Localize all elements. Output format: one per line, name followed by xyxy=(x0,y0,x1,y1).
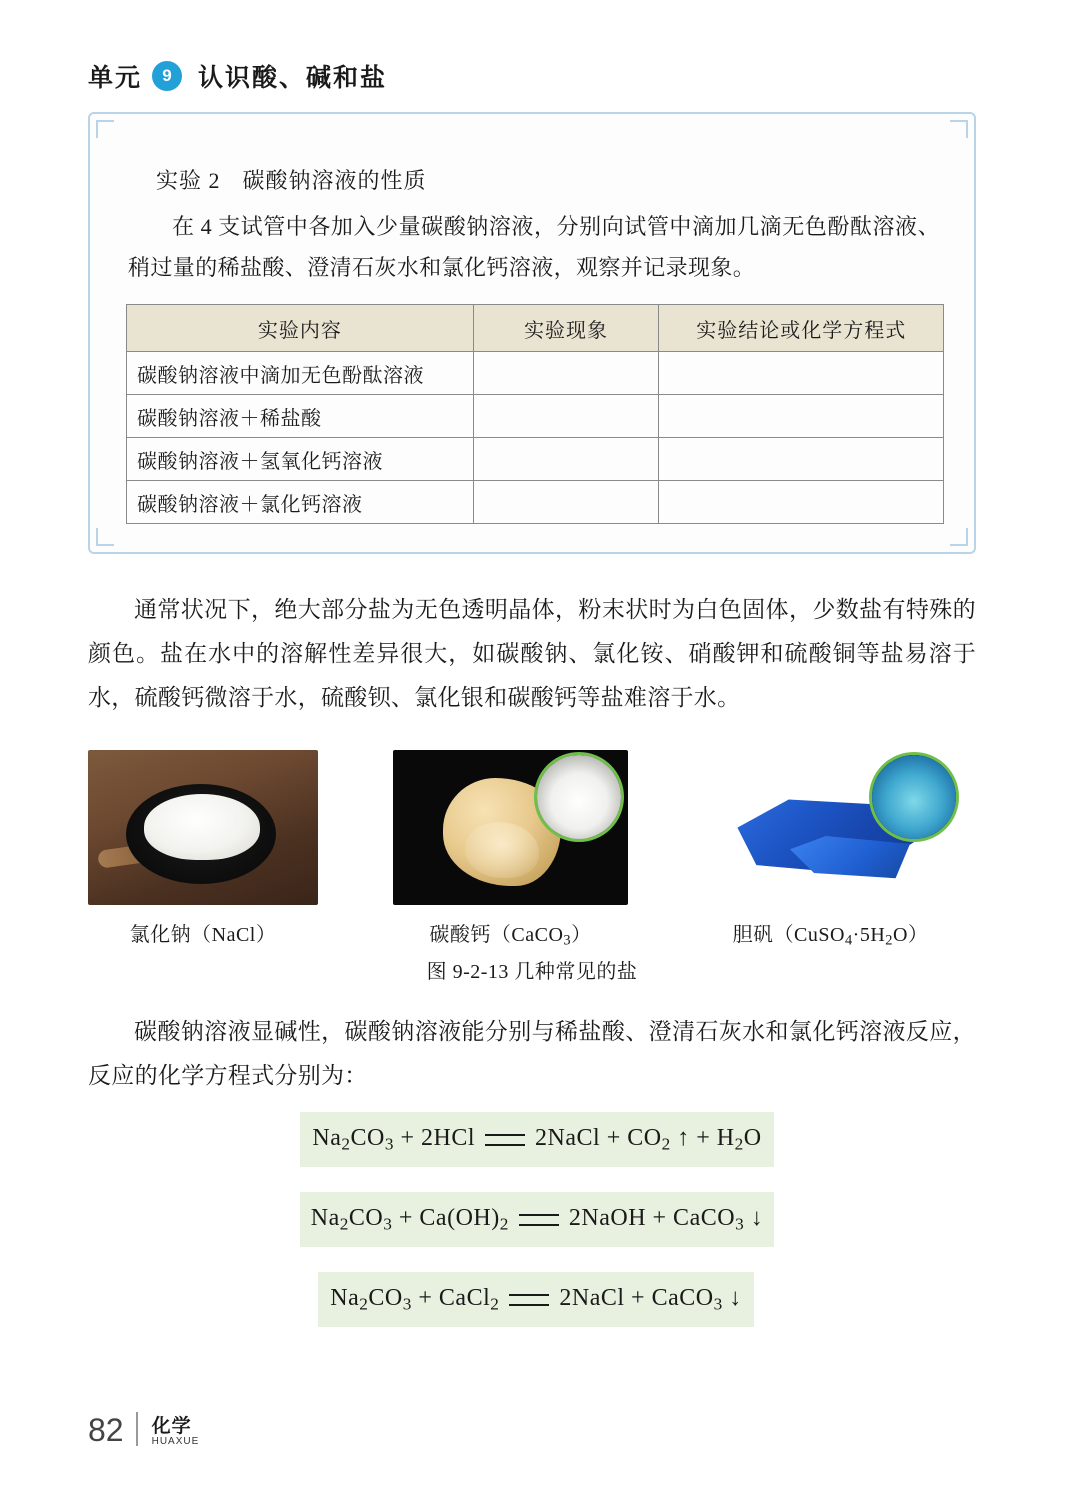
paragraph-reactions: 碳酸钠溶液显碱性，碳酸钠溶液能分别与稀盐酸、澄清石灰水和氯化钙溶液反应，反应的化学方程式分别为： xyxy=(88,1019,976,1088)
page-number: 82 xyxy=(88,1412,124,1448)
table-cell-content: 碳酸钠溶液＋稀盐酸 xyxy=(127,395,474,438)
figure-caption-formula: （NaCl） xyxy=(191,924,277,946)
table-row xyxy=(127,352,944,395)
figure-copper-sulfate xyxy=(698,750,963,949)
chemical-equation-1 xyxy=(300,1112,774,1167)
figure-caption-name: 胆矾 xyxy=(732,924,774,946)
powder-inset-circle xyxy=(534,752,624,842)
corner-decoration-bottom-right xyxy=(950,528,968,546)
white-powder-shape xyxy=(537,755,621,839)
table-cell-phenomenon[interactable] xyxy=(473,438,659,481)
table-row xyxy=(127,438,944,481)
unit-title: 认识酸、碱和盐 xyxy=(198,64,388,92)
footer-divider xyxy=(136,1412,138,1446)
calcium-carbonate-photo xyxy=(393,750,628,905)
figure-calcium-carbonate xyxy=(393,750,628,949)
corner-decoration-top-right xyxy=(950,120,968,138)
figure-caption-formula: $(CuSO_4\cdot 5H_2O)$ xyxy=(773,924,929,949)
blue-powder-shape xyxy=(872,755,956,839)
table-cell-phenomenon[interactable] xyxy=(473,395,659,438)
figure-caption-formula: （CaCO$_3$） xyxy=(490,924,592,949)
table-cell-phenomenon[interactable] xyxy=(473,352,659,395)
table-cell-content: 碳酸钠溶液＋氯化钙溶液 xyxy=(127,481,474,524)
equation-right: 2NaCl + CaCO$_3$ ↓ xyxy=(559,1284,742,1314)
experiment-title: 碳酸钠溶液的性质 xyxy=(242,168,427,193)
figure-group xyxy=(88,750,976,975)
equation-left: $Na_2CO_3 + Ca(OH)_2$ xyxy=(310,1204,509,1234)
table-cell-conclusion[interactable] xyxy=(659,352,944,395)
figure-caption xyxy=(393,918,628,950)
experiment-instruction: 在 4 支试管中各加入少量碳酸钠溶液，分别向试管中滴加几滴无色酚酞溶液、稍过量的稀盐酸、澄清石灰水和氯化钙溶液，观察并记录现象。 xyxy=(128,214,940,280)
table-cell-conclusion[interactable] xyxy=(659,438,944,481)
equals-double-line xyxy=(509,1294,549,1306)
table-cell-content: 碳酸钠溶液中滴加无色酚酞溶液 xyxy=(127,352,474,395)
figure-caption xyxy=(698,918,963,950)
table-row xyxy=(127,395,944,438)
table-row xyxy=(127,481,944,524)
equation-right: 2NaOH + CaCO$_3$ ↓ xyxy=(568,1204,764,1234)
table-cell-conclusion[interactable] xyxy=(659,395,944,438)
chemical-equation-2 xyxy=(300,1192,774,1247)
equals-double-line xyxy=(485,1134,525,1146)
chemical-equation-3 xyxy=(318,1272,754,1327)
experiment-box xyxy=(88,112,976,554)
page-header xyxy=(88,58,387,94)
unit-number-badge: 9 xyxy=(152,61,182,91)
experiment-table xyxy=(126,304,944,524)
equals-double-line xyxy=(519,1214,559,1226)
table-cell-content: 碳酸钠溶液＋氢氧化钙溶液 xyxy=(127,438,474,481)
table-header-content: 实验内容 xyxy=(127,305,474,352)
figure-caption-name: 氯化钠 xyxy=(129,924,192,946)
sodium-chloride-photo xyxy=(88,750,318,905)
equation-left: $Na_2CO_3$ + CaCl$_2$ xyxy=(330,1284,500,1314)
subject-label xyxy=(152,1417,200,1447)
page-footer xyxy=(88,1412,199,1449)
experiment-heading xyxy=(156,164,427,195)
corner-decoration-top-left xyxy=(96,120,114,138)
table-header-phenomenon: 实验现象 xyxy=(473,305,659,352)
figure-caption xyxy=(88,918,318,947)
table-cell-phenomenon[interactable] xyxy=(473,481,659,524)
salt-heap-shape xyxy=(144,794,260,860)
experiment-label: 实验 2 xyxy=(156,168,221,193)
figure-caption-name: 碳酸钙 xyxy=(429,924,491,946)
copper-sulfate-photo xyxy=(698,750,963,905)
subject-name-en: HUAXUE xyxy=(151,1435,200,1447)
equation-left: $Na_2CO_3 + 2HCl$ xyxy=(312,1124,476,1154)
corner-decoration-bottom-left xyxy=(96,528,114,546)
powder-inset-circle xyxy=(869,752,959,842)
unit-word: 单元 xyxy=(88,64,143,92)
figure-sodium-chloride xyxy=(88,750,318,946)
equation-right: 2NaCl + $CO_2$ ↑ + $H_2O$ xyxy=(535,1124,762,1154)
figure-title: 图 9-2-13 几种常见的盐 xyxy=(426,961,638,983)
table-header-conclusion: 实验结论或化学方程式 xyxy=(659,305,944,352)
paragraph-salts: 通常状况下，绝大部分盐为无色透明晶体，粉末状时为白色固体，少数盐有特殊的颜色。盐在水中的溶解性差异很大，如碳酸钠、氯化铵、硝酸钾和硫酸铜等盐易溶于水，硫酸钙微溶于水，硫酸钡、氯化银和碳酸钙等盐难溶于水。 xyxy=(88,597,976,710)
subject-name-cn: 化学 xyxy=(151,1415,192,1437)
table-header-row xyxy=(127,305,944,352)
table-cell-conclusion[interactable] xyxy=(659,481,944,524)
